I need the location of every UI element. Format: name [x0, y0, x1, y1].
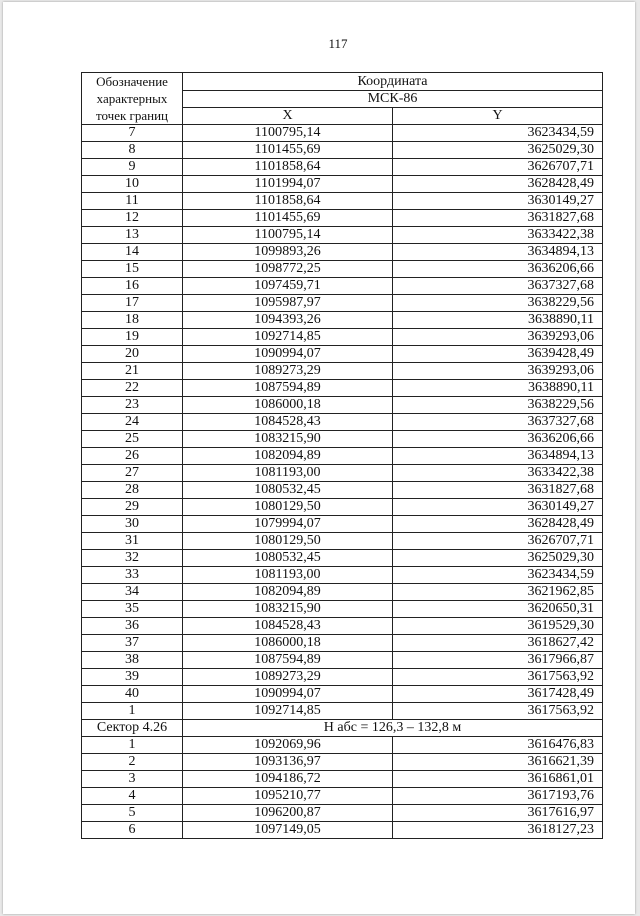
point-number-cell: 16	[82, 278, 183, 295]
table-body-bottom	[82, 737, 603, 839]
x-coordinate-cell: 1083215,90	[183, 601, 393, 618]
header-point-label: Обозначение характерных точек границ	[82, 73, 183, 125]
x-coordinate-cell: 1094393,26	[183, 312, 393, 329]
x-coordinate-cell: 1095210,77	[183, 788, 393, 805]
table-row	[82, 278, 603, 295]
y-coordinate-cell: 3638229,56	[393, 295, 603, 312]
table-row	[82, 465, 603, 482]
table-row	[82, 397, 603, 414]
page-number: 117	[328, 36, 348, 51]
table-row	[82, 482, 603, 499]
point-number-cell: 14	[82, 244, 183, 261]
x-coordinate-cell: 1101455,69	[183, 210, 393, 227]
point-number-cell: 2	[82, 754, 183, 771]
y-coordinate-cell: 3617616,97	[393, 805, 603, 822]
point-number-cell: 5	[82, 805, 183, 822]
y-coordinate-cell: 3638890,11	[393, 312, 603, 329]
table-row	[82, 754, 603, 771]
x-coordinate-cell: 1093136,97	[183, 754, 393, 771]
point-number-cell: 8	[82, 142, 183, 159]
x-coordinate-cell: 1089273,29	[183, 669, 393, 686]
table-row	[82, 414, 603, 431]
point-number-cell: 38	[82, 652, 183, 669]
x-coordinate-cell: 1089273,29	[183, 363, 393, 380]
point-number-cell: 33	[82, 567, 183, 584]
y-coordinate-cell: 3617563,92	[393, 669, 603, 686]
y-coordinate-cell: 3617428,49	[393, 686, 603, 703]
x-coordinate-cell: 1084528,43	[183, 414, 393, 431]
point-number-cell: 31	[82, 533, 183, 550]
table-row	[82, 550, 603, 567]
y-coordinate-cell: 3636206,66	[393, 431, 603, 448]
table-row	[82, 448, 603, 465]
table-row	[82, 686, 603, 703]
point-number-cell: 15	[82, 261, 183, 278]
coordinates-table	[81, 72, 603, 839]
table-row	[82, 312, 603, 329]
point-number-cell: 6	[82, 822, 183, 839]
x-coordinate-cell: 1084528,43	[183, 618, 393, 635]
point-number-cell: 28	[82, 482, 183, 499]
point-number-cell: 17	[82, 295, 183, 312]
x-coordinate-cell: 1080532,45	[183, 550, 393, 567]
y-coordinate-cell: 3628428,49	[393, 176, 603, 193]
table-row	[82, 363, 603, 380]
point-number-cell: 39	[82, 669, 183, 686]
y-coordinate-cell: 3626707,71	[393, 533, 603, 550]
point-number-cell: 23	[82, 397, 183, 414]
x-coordinate-cell: 1099893,26	[183, 244, 393, 261]
point-number-cell: 20	[82, 346, 183, 363]
x-coordinate-cell: 1080129,50	[183, 533, 393, 550]
y-coordinate-cell: 3633422,38	[393, 227, 603, 244]
table-row	[82, 669, 603, 686]
x-coordinate-cell: 1092714,85	[183, 703, 393, 720]
y-coordinate-cell: 3628428,49	[393, 516, 603, 533]
x-coordinate-cell: 1096200,87	[183, 805, 393, 822]
y-coordinate-cell: 3638229,56	[393, 397, 603, 414]
table-row	[82, 771, 603, 788]
point-number-cell: 7	[82, 125, 183, 142]
point-number-cell: 40	[82, 686, 183, 703]
x-coordinate-cell: 1080129,50	[183, 499, 393, 516]
y-coordinate-cell: 3618627,42	[393, 635, 603, 652]
table-row	[82, 142, 603, 159]
y-coordinate-cell: 3639293,06	[393, 329, 603, 346]
y-coordinate-cell: 3631827,68	[393, 210, 603, 227]
y-coordinate-cell: 3623434,59	[393, 125, 603, 142]
y-coordinate-cell: 3631827,68	[393, 482, 603, 499]
y-coordinate-cell: 3617193,76	[393, 788, 603, 805]
point-number-cell: 3	[82, 771, 183, 788]
header-coordinate: Координата	[183, 73, 603, 91]
x-coordinate-cell: 1082094,89	[183, 584, 393, 601]
document-page	[3, 2, 635, 914]
y-coordinate-cell: 3634894,13	[393, 244, 603, 261]
x-coordinate-cell: 1101455,69	[183, 142, 393, 159]
table-row	[82, 346, 603, 363]
y-coordinate-cell: 3618127,23	[393, 822, 603, 839]
y-coordinate-cell: 3623434,59	[393, 567, 603, 584]
y-coordinate-cell: 3633422,38	[393, 465, 603, 482]
point-number-cell: 22	[82, 380, 183, 397]
table-row	[82, 193, 603, 210]
header-y: Y	[393, 108, 603, 125]
table-row	[82, 295, 603, 312]
point-number-cell: 32	[82, 550, 183, 567]
table-row	[82, 261, 603, 278]
table-row	[82, 805, 603, 822]
y-coordinate-cell: 3617966,87	[393, 652, 603, 669]
y-coordinate-cell: 3637327,68	[393, 278, 603, 295]
table-row	[82, 159, 603, 176]
x-coordinate-cell: 1087594,89	[183, 652, 393, 669]
y-coordinate-cell: 3634894,13	[393, 448, 603, 465]
y-coordinate-cell: 3626707,71	[393, 159, 603, 176]
x-coordinate-cell: 1086000,18	[183, 397, 393, 414]
point-number-cell: 11	[82, 193, 183, 210]
table-row	[82, 499, 603, 516]
point-number-cell: 21	[82, 363, 183, 380]
y-coordinate-cell: 3619529,30	[393, 618, 603, 635]
y-coordinate-cell: 3617563,92	[393, 703, 603, 720]
y-coordinate-cell: 3625029,30	[393, 550, 603, 567]
point-number-cell: 24	[82, 414, 183, 431]
table-body-top	[82, 125, 603, 720]
x-coordinate-cell: 1079994,07	[183, 516, 393, 533]
y-coordinate-cell: 3638890,11	[393, 380, 603, 397]
x-coordinate-cell: 1101858,64	[183, 193, 393, 210]
table-row	[82, 635, 603, 652]
table-row	[82, 227, 603, 244]
y-coordinate-cell: 3639428,49	[393, 346, 603, 363]
sector-row	[82, 720, 603, 737]
sector-label: Сектор 4.26	[82, 720, 183, 737]
point-number-cell: 29	[82, 499, 183, 516]
point-number-cell: 35	[82, 601, 183, 618]
x-coordinate-cell: 1090994,07	[183, 686, 393, 703]
y-coordinate-cell: 3639293,06	[393, 363, 603, 380]
x-coordinate-cell: 1100795,14	[183, 227, 393, 244]
x-coordinate-cell: 1080532,45	[183, 482, 393, 499]
header-x: X	[183, 108, 393, 125]
y-coordinate-cell: 3630149,27	[393, 193, 603, 210]
point-number-cell: 26	[82, 448, 183, 465]
x-coordinate-cell: 1087594,89	[183, 380, 393, 397]
point-number-cell: 1	[82, 703, 183, 720]
y-coordinate-cell: 3616476,83	[393, 737, 603, 754]
table-row	[82, 210, 603, 227]
table-row	[82, 516, 603, 533]
table-row	[82, 788, 603, 805]
sector-height-range: Н абс = 126,3 – 132,8 м	[183, 720, 603, 737]
table-row	[82, 601, 603, 618]
x-coordinate-cell: 1101858,64	[183, 159, 393, 176]
table-row	[82, 329, 603, 346]
x-coordinate-cell: 1101994,07	[183, 176, 393, 193]
point-number-cell: 4	[82, 788, 183, 805]
x-coordinate-cell: 1095987,97	[183, 295, 393, 312]
x-coordinate-cell: 1097149,05	[183, 822, 393, 839]
point-number-cell: 37	[82, 635, 183, 652]
table-row	[82, 618, 603, 635]
point-number-cell: 13	[82, 227, 183, 244]
point-number-cell: 12	[82, 210, 183, 227]
table-row	[82, 822, 603, 839]
x-coordinate-cell: 1086000,18	[183, 635, 393, 652]
y-coordinate-cell: 3630149,27	[393, 499, 603, 516]
table-row	[82, 380, 603, 397]
point-number-cell: 18	[82, 312, 183, 329]
table-row	[82, 533, 603, 550]
point-number-cell: 27	[82, 465, 183, 482]
sector-row-group	[82, 720, 603, 737]
x-coordinate-cell: 1082094,89	[183, 448, 393, 465]
table-row	[82, 652, 603, 669]
point-number-cell: 19	[82, 329, 183, 346]
table-row	[82, 567, 603, 584]
y-coordinate-cell: 3636206,66	[393, 261, 603, 278]
table-row	[82, 125, 603, 142]
x-coordinate-cell: 1098772,25	[183, 261, 393, 278]
table-row	[82, 176, 603, 193]
point-number-cell: 30	[82, 516, 183, 533]
x-coordinate-cell: 1097459,71	[183, 278, 393, 295]
x-coordinate-cell: 1092069,96	[183, 737, 393, 754]
y-coordinate-cell: 3621962,85	[393, 584, 603, 601]
table-row	[82, 244, 603, 261]
y-coordinate-cell: 3620650,31	[393, 601, 603, 618]
x-coordinate-cell: 1083215,90	[183, 431, 393, 448]
point-number-cell: 34	[82, 584, 183, 601]
y-coordinate-cell: 3637327,68	[393, 414, 603, 431]
x-coordinate-cell: 1090994,07	[183, 346, 393, 363]
point-number-cell: 9	[82, 159, 183, 176]
y-coordinate-cell: 3616861,01	[393, 771, 603, 788]
x-coordinate-cell: 1092714,85	[183, 329, 393, 346]
header-coordinate-system: МСК-86	[183, 91, 603, 108]
point-number-cell: 1	[82, 737, 183, 754]
y-coordinate-cell: 3625029,30	[393, 142, 603, 159]
x-coordinate-cell: 1094186,72	[183, 771, 393, 788]
table-row	[82, 737, 603, 754]
y-coordinate-cell: 3616621,39	[393, 754, 603, 771]
point-number-cell: 36	[82, 618, 183, 635]
table-row	[82, 431, 603, 448]
x-coordinate-cell: 1081193,00	[183, 465, 393, 482]
point-number-cell: 25	[82, 431, 183, 448]
x-coordinate-cell: 1081193,00	[183, 567, 393, 584]
x-coordinate-cell: 1100795,14	[183, 125, 393, 142]
table-row	[82, 703, 603, 720]
table-row	[82, 584, 603, 601]
point-number-cell: 10	[82, 176, 183, 193]
